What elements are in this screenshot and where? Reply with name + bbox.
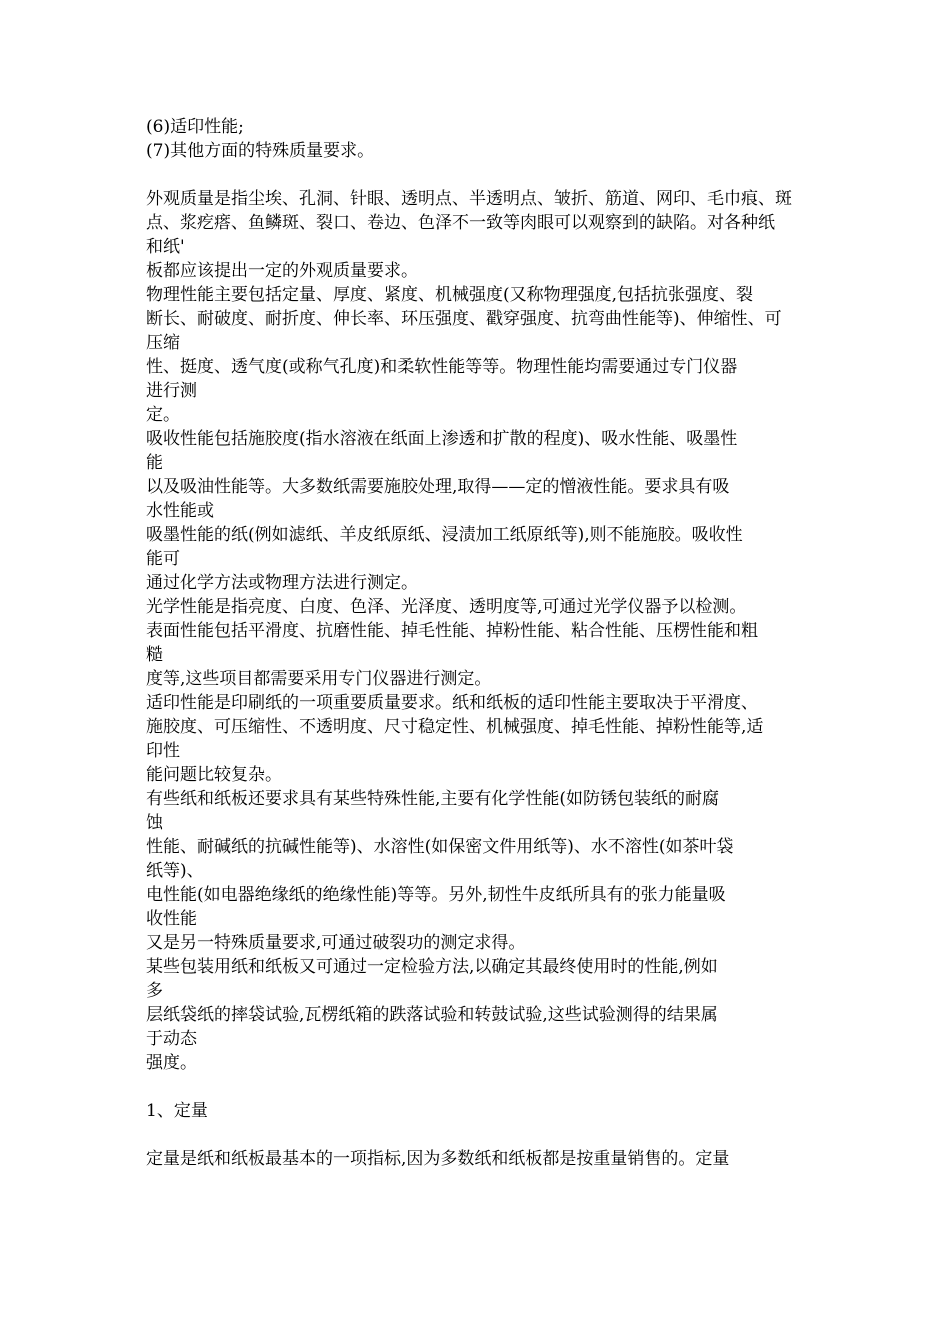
text-line: 电性能(如电器绝缘纸的绝缘性能)等等。另外,韧性牛皮纸所具有的张力能量吸: [146, 885, 726, 905]
text-line: 和纸': [146, 237, 185, 257]
section-heading: 1、定量: [146, 1101, 208, 1121]
text-line: 适印性能是印刷纸的一项重要质量要求。纸和纸板的适印性能主要取决于平滑度、: [146, 693, 758, 713]
paragraph-spacer: [146, 163, 816, 187]
text-line: 收性能: [146, 909, 197, 929]
text-line: 某些包装用纸和纸板又可通过一定检验方法,以确定其最终使用时的性能,例如: [146, 957, 718, 977]
text-line: 水性能或: [146, 501, 214, 521]
text-line: 吸收性能包括施胶度(指水溶液在纸面上渗透和扩散的程度)、吸水性能、吸墨性: [146, 429, 738, 449]
text-line: 定量是纸和纸板最基本的一项指标,因为多数纸和纸板都是按重量销售的。定量: [146, 1149, 730, 1169]
text-line: 于动态: [146, 1029, 197, 1049]
text-line: 多: [146, 981, 163, 1001]
text-line: 物理性能主要包括定量、厚度、紧度、机械强度(又称物理强度,包括抗张强度、裂: [146, 285, 754, 305]
text-line: 度等,这些项目都需要采用专门仪器进行测定。: [146, 669, 492, 689]
text-line: 能问题比较复杂。: [146, 765, 282, 785]
text-line: 定。: [146, 405, 180, 425]
paragraph-spacer: [146, 1075, 816, 1099]
text-line: 以及吸油性能等。大多数纸需要施胶处理,取得——定的憎液性能。要求具有吸: [146, 477, 730, 497]
text-line: 进行测: [146, 381, 197, 401]
text-line: 纸等)、: [146, 861, 204, 881]
text-line: 点、浆疙瘩、鱼鳞斑、裂口、卷边、色泽不一致等肉眼可以观察到的缺陷。对各种纸: [146, 213, 775, 233]
text-line: 断长、耐破度、耐折度、伸长率、环压强度、戳穿强度、抗弯曲性能等)、伸缩性、可: [146, 309, 782, 329]
text-line: 印性: [146, 741, 180, 761]
text-line: 能可: [146, 549, 180, 569]
text-line: 施胶度、可压缩性、不透明度、尺寸稳定性、机械强度、掉毛性能、掉粉性能等,适: [146, 717, 764, 737]
text-line: 又是另一特殊质量要求,可通过破裂功的测定求得。: [146, 933, 526, 953]
document-body: [146, 115, 816, 1171]
text-line: 通过化学方法或物理方法进行测定。: [146, 573, 418, 593]
text-line: 蚀: [146, 813, 163, 833]
text-line: 能: [146, 453, 163, 473]
text-line: 压缩: [146, 333, 180, 353]
text-line: 糙: [146, 645, 163, 665]
text-line: 性、挺度、透气度(或称气孔度)和柔软性能等等。物理性能均需要通过专门仪器: [146, 357, 738, 377]
list-item: (6)适印性能;: [146, 117, 244, 137]
text-line: 层纸袋纸的摔袋试验,瓦楞纸箱的跌落试验和转鼓试验,这些试验测得的结果属: [146, 1005, 718, 1025]
text-line: 吸墨性能的纸(例如滤纸、羊皮纸原纸、浸渍加工纸原纸等),则不能施胶。吸收性: [146, 525, 743, 545]
text-line: 光学性能是指亮度、白度、色泽、光泽度、透明度等,可通过光学仪器予以检测。: [146, 597, 747, 617]
paragraph-spacer: [146, 1123, 816, 1147]
list-item: (7)其他方面的特殊质量要求。: [146, 141, 375, 161]
text-line: 强度。: [146, 1053, 197, 1073]
text-line: 性能、耐碱纸的抗碱性能等)、水溶性(如保密文件用纸等)、水不溶性(如茶叶袋: [146, 837, 734, 857]
text-line: 板都应该提出一定的外观质量要求。: [146, 261, 418, 281]
text-line: 有些纸和纸板还要求具有某些特殊性能,主要有化学性能(如防锈包装纸的耐腐: [146, 789, 720, 809]
text-line: 表面性能包括平滑度、抗磨性能、掉毛性能、掉粉性能、粘合性能、压楞性能和粗: [146, 621, 758, 641]
text-line: 外观质量是指尘埃、孔洞、针眼、透明点、半透明点、皱折、筋道、网印、毛巾痕、斑: [146, 189, 792, 209]
